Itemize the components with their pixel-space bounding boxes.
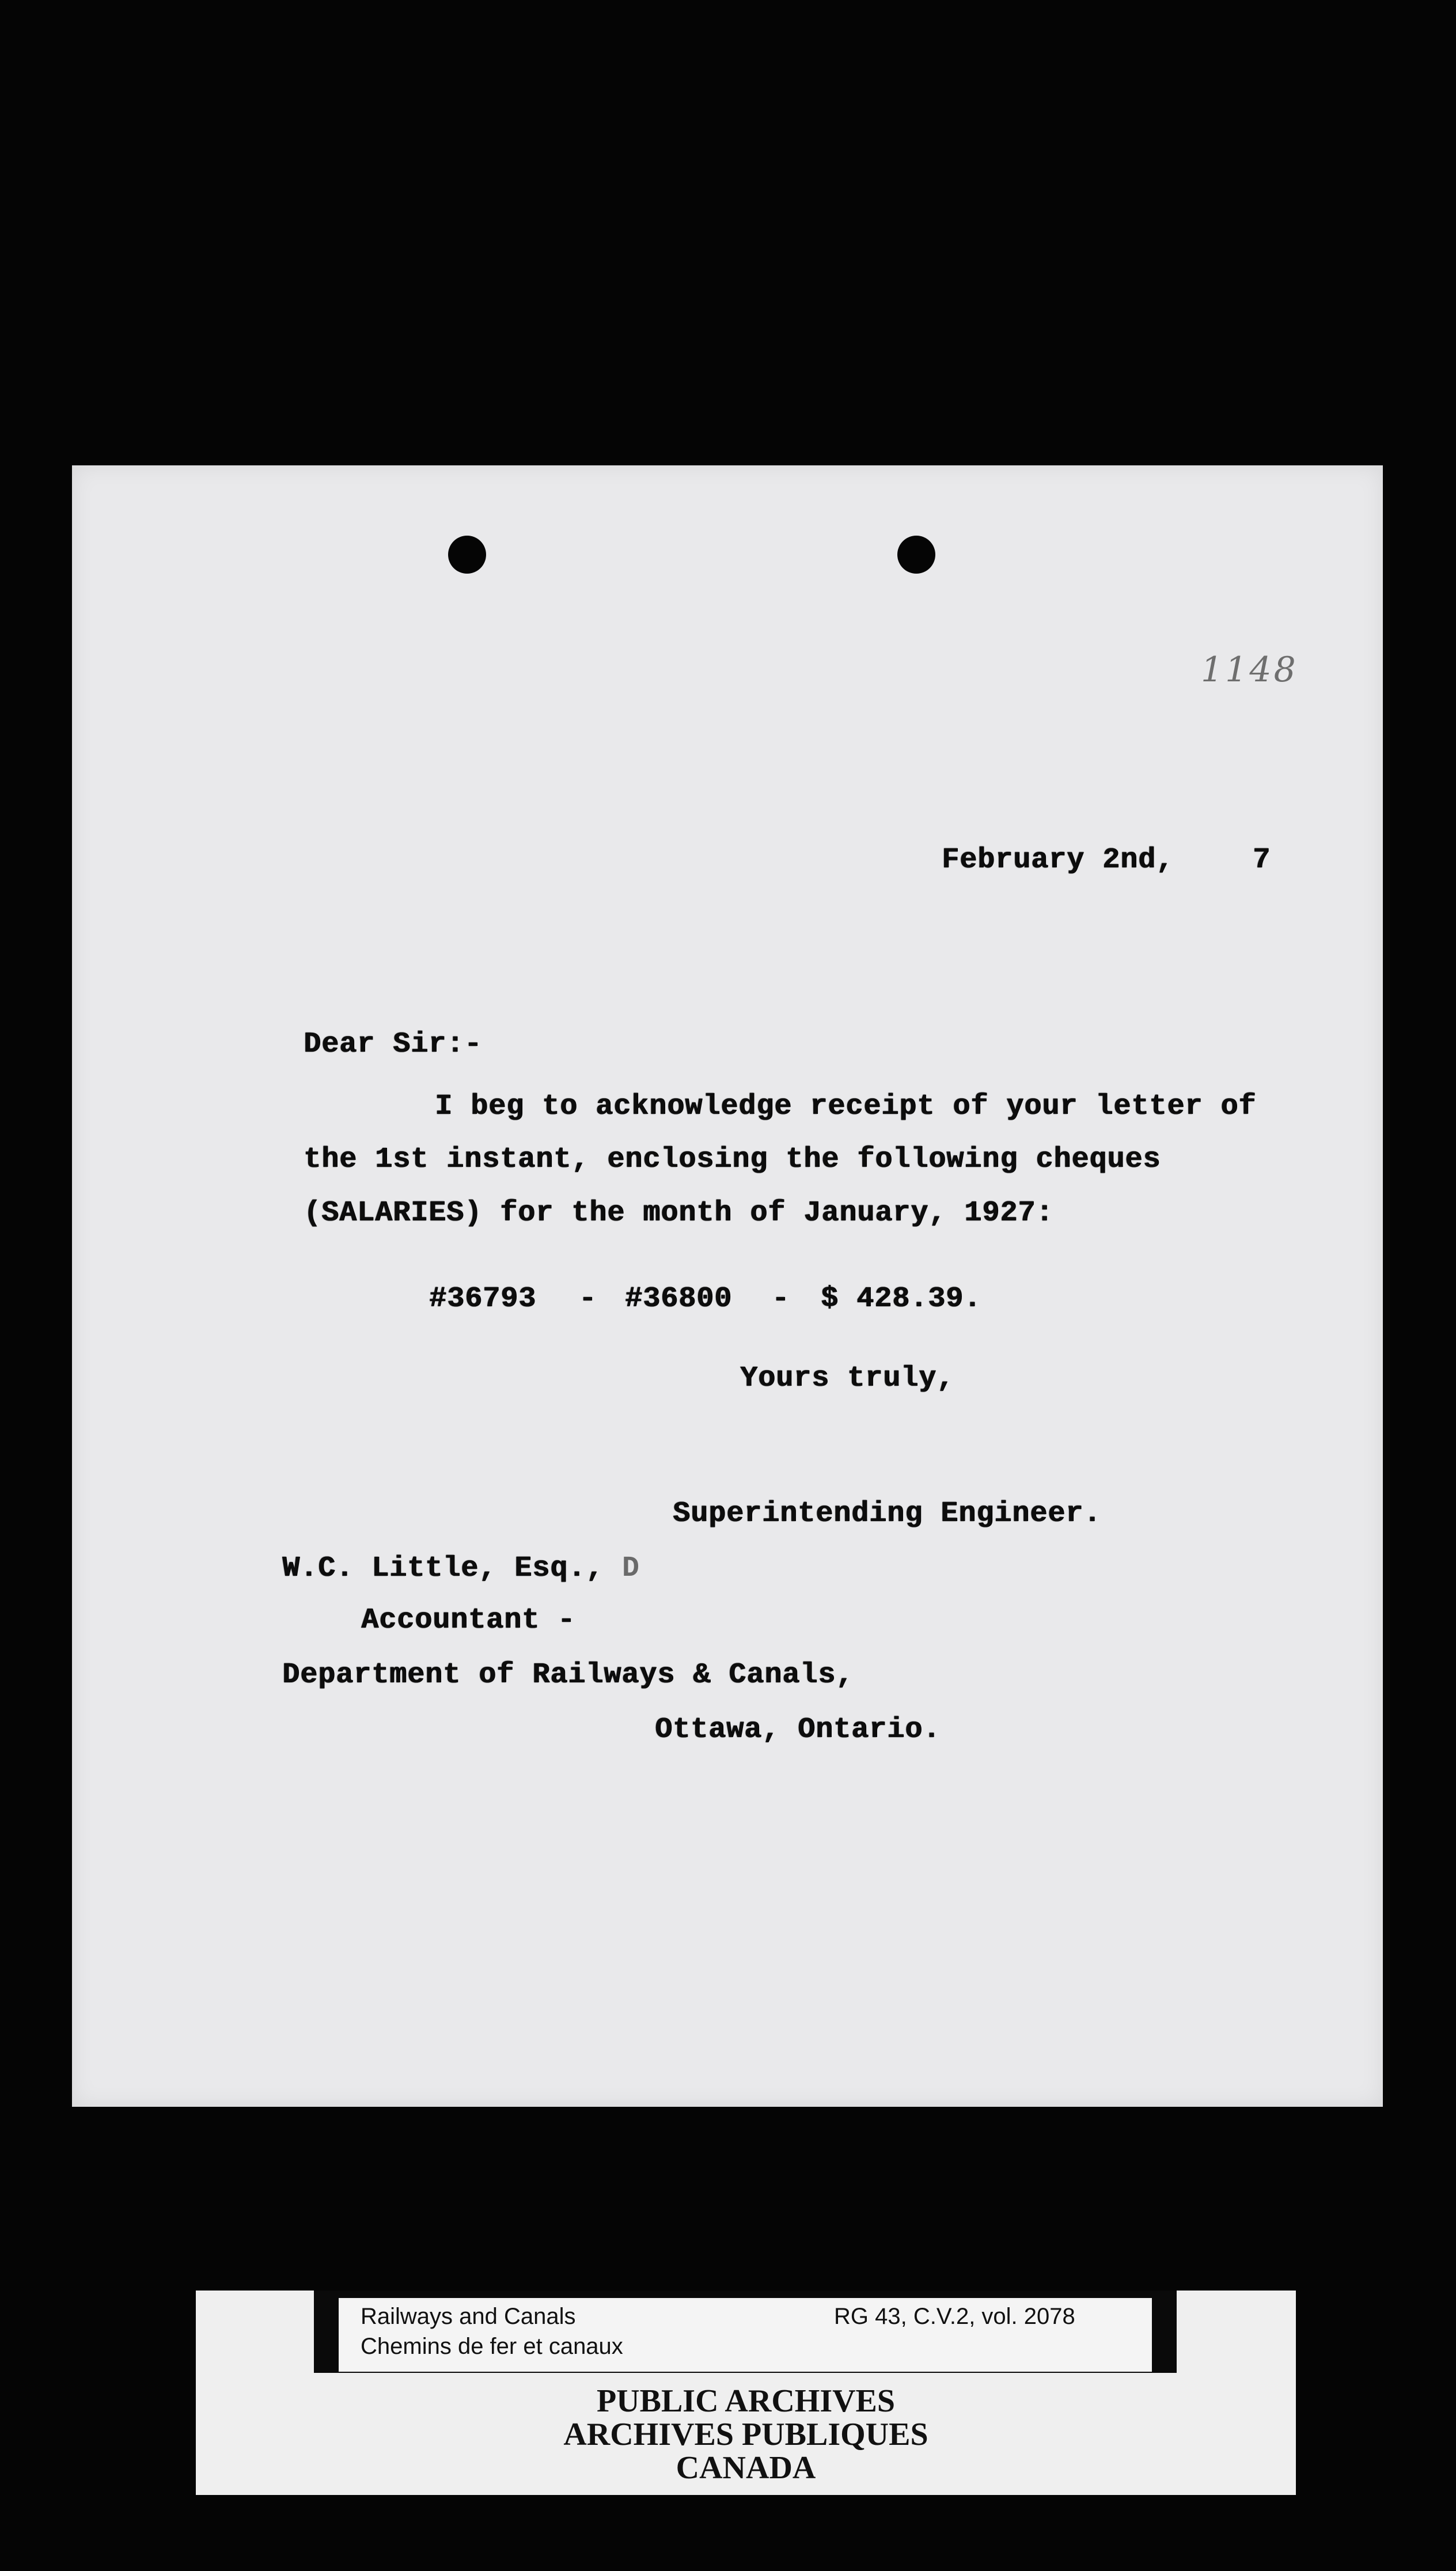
institution-french: ARCHIVES PUBLIQUES xyxy=(563,2417,928,2452)
body-line-2: the 1st instant, enclosing the following cheques xyxy=(304,1143,1161,1176)
cheque-amount: $ 428.39. xyxy=(821,1283,982,1315)
recipient-title: Accountant - xyxy=(361,1604,576,1637)
letter-year-suffix: 7 xyxy=(1253,844,1271,877)
fonds-english: Railways and Canals xyxy=(361,2304,576,2329)
archive-institution xyxy=(196,2384,1296,2485)
closing: Yours truly, xyxy=(740,1362,955,1395)
body-line-3: (SALARIES) for the month of January, 1927: xyxy=(304,1197,1054,1230)
recipient-faded-mark: D xyxy=(622,1552,640,1585)
salutation: Dear Sir:- xyxy=(304,1028,483,1061)
fonds-french: Chemins de fer et canaux xyxy=(361,2334,623,2359)
cheque-to: #36800 xyxy=(625,1283,733,1315)
institution-country: CANADA xyxy=(676,2450,816,2486)
punch-hole-right xyxy=(897,536,935,574)
punch-hole-left xyxy=(448,536,486,574)
cheque-dash-2: - xyxy=(772,1283,790,1315)
recipient-department: Department of Railways & Canals, xyxy=(282,1659,854,1692)
recipient-name: W.C. Little, Esq., xyxy=(282,1552,604,1585)
file-number: 1148 xyxy=(1201,650,1298,690)
signature-title: Superintending Engineer. xyxy=(673,1497,1102,1530)
institution-english: PUBLIC ARCHIVES xyxy=(596,2383,896,2419)
archive-reference: RG 43, C.V.2, vol. 2078 xyxy=(834,2304,1075,2329)
letter-date: February 2nd, xyxy=(942,844,1174,877)
recipient-city: Ottawa, Ontario. xyxy=(655,1713,941,1746)
cheque-dash-1: - xyxy=(579,1283,597,1315)
body-line-1: I beg to acknowledge receipt of your letter of xyxy=(435,1090,1257,1123)
archive-reference-box xyxy=(339,2298,1152,2372)
cheque-from: #36793 xyxy=(429,1283,537,1315)
